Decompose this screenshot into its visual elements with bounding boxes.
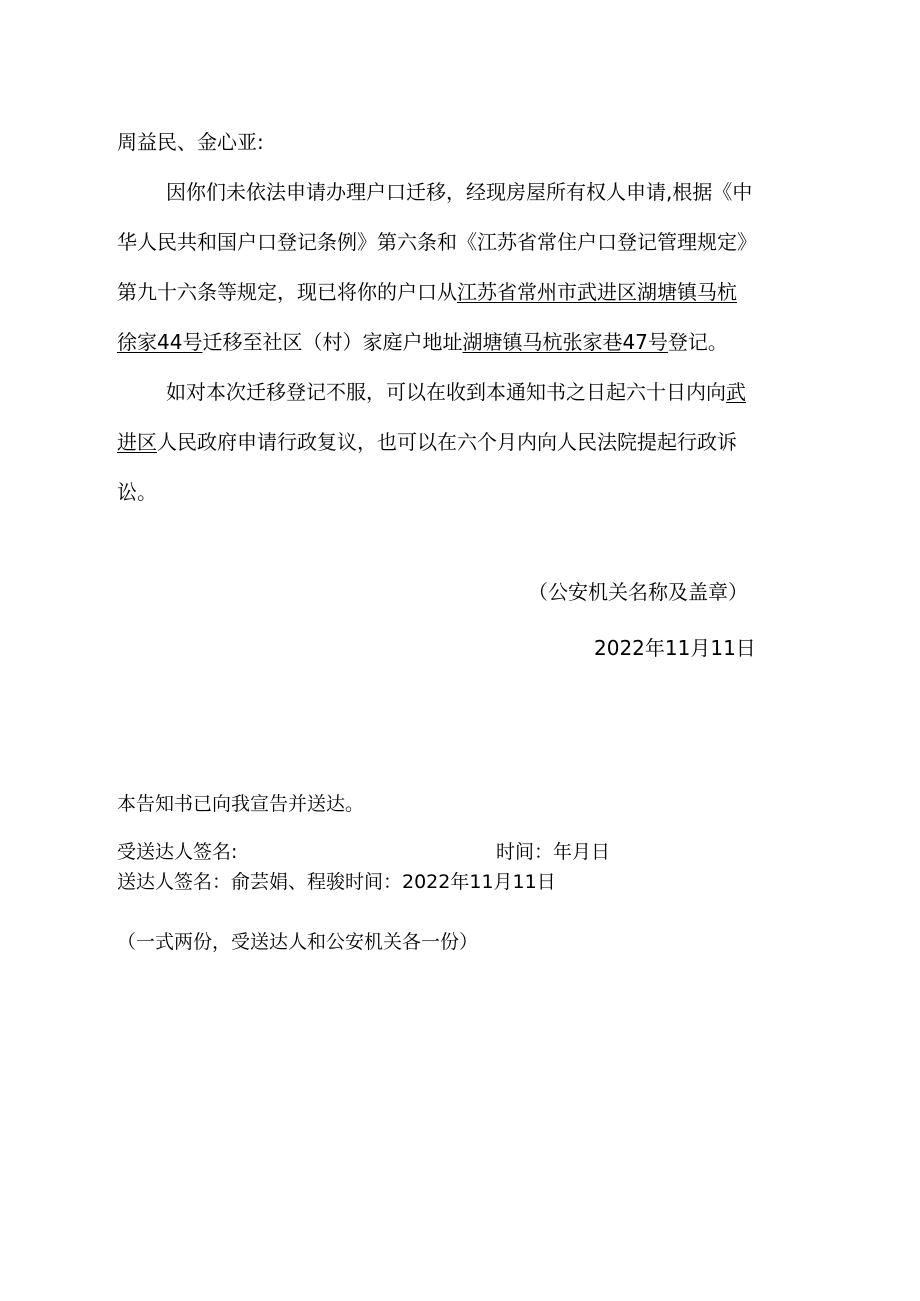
- original-address-part1: 江苏省常州市武进区湖塘镇马杭: [457, 280, 737, 304]
- issue-date: 2022年11月11日: [594, 636, 756, 660]
- para1-line-4: [117, 328, 728, 356]
- addressee: 周益民、金心亚:: [117, 130, 264, 154]
- district-name-part1: 武: [726, 380, 746, 404]
- new-address: 湖塘镇马杭张家巷47号: [462, 330, 668, 354]
- para2-line-1: [166, 378, 746, 406]
- para1-line-1: 因你们未依法申请办理户口迁移，经现房屋所有权人申请,根据《中: [166, 180, 753, 204]
- copies-note: （一式两份，受送达人和公安机关各一份）: [117, 931, 479, 953]
- para1-line-3: [117, 278, 737, 306]
- para1-line-4-end: 登记。: [667, 330, 728, 354]
- recipient-time-label: 时间：年月日: [496, 841, 611, 863]
- para2-line-3: 讼。: [117, 480, 157, 504]
- para1-line-4-text: 迁移至社区（村）家庭户地址: [202, 330, 463, 354]
- para2-line-2: [117, 428, 737, 456]
- deliverer-signature-line: 送达人签名：俞芸娟、程骏时间：2022年11月11日: [117, 871, 556, 893]
- seal-label: （公安机关名称及盖章）: [528, 580, 748, 604]
- recipient-signature-label: 受送达人签名:: [117, 841, 238, 863]
- para1-line-3-text: 第九十六条等规定，现已将你的户口从: [117, 280, 457, 304]
- receipt-statement: 本告知书已向我宣告并送达。: [117, 793, 365, 815]
- para1-line-2: 华人民共和国户口登记条例》第六条和《江苏省常住户口登记管理规定》: [117, 230, 757, 254]
- para2-line-1-text: 如对本次迁移登记不服，可以在收到本通知书之日起六十日内向: [166, 380, 726, 404]
- district-name-part2: 进区: [117, 430, 157, 454]
- original-address-part2: 徐家44号: [117, 330, 203, 354]
- para2-line-2-text: 人民政府申请行政复议，也可以在六个月内向人民法院提起行政诉: [157, 430, 737, 454]
